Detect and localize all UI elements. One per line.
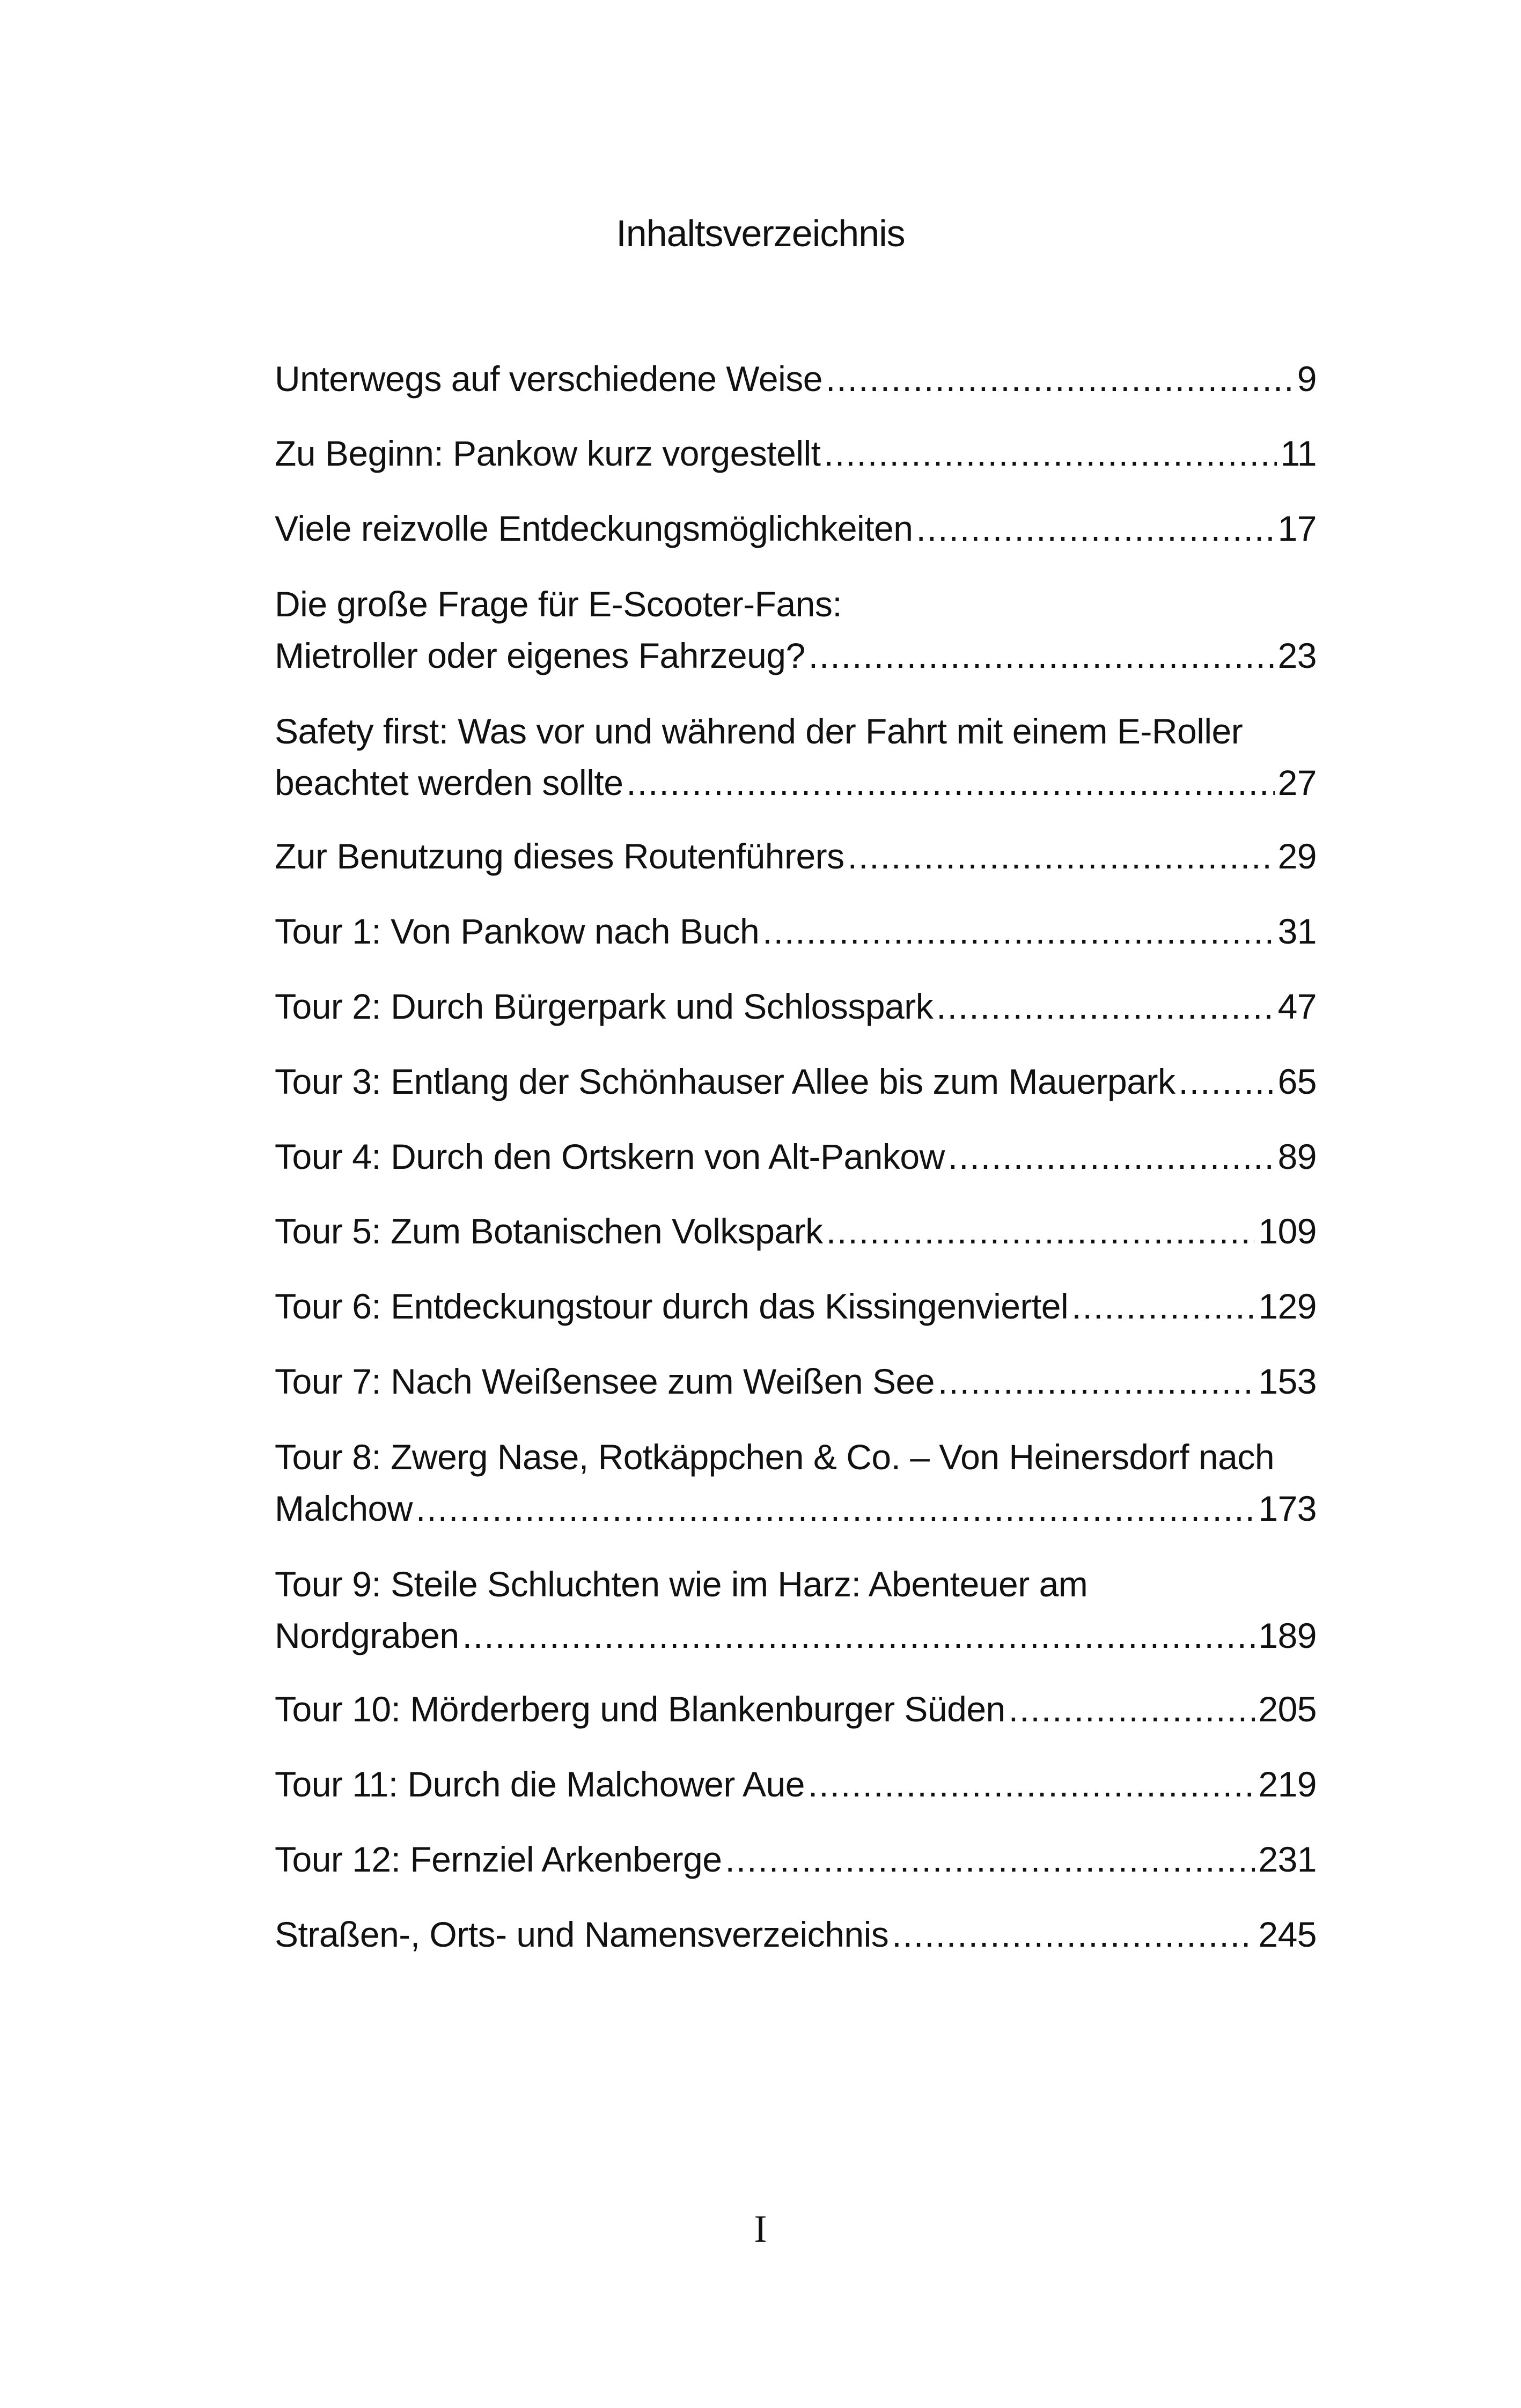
toc-entry-title-line-1: Die große Frage für E-Scooter-Fans: xyxy=(275,584,842,624)
page-title: Inhaltsverzeichnis xyxy=(616,212,905,254)
toc-entry-title: Tour 7: Nach Weißensee zum Weißen See xyxy=(275,1361,935,1401)
toc-entry-title-line-1: Safety first: Was vor und während der Fahrt mit einem E-Roller xyxy=(275,711,1243,751)
dot-leader xyxy=(936,981,1274,1032)
dot-leader xyxy=(416,1483,1255,1534)
toc-entry-title: Tour 2: Durch Bürgerpark und Schlosspark xyxy=(275,986,934,1026)
dot-leader xyxy=(948,1131,1275,1182)
toc-page-number: 29 xyxy=(1277,836,1317,876)
toc-entry-title: Tour 6: Entdeckungstour durch das Kissingenviertel xyxy=(275,1286,1069,1326)
dot-leader xyxy=(1009,1683,1255,1735)
dot-leader xyxy=(1178,1056,1274,1107)
toc-entry[interactable] xyxy=(275,1833,1317,1885)
toc-entry-title: Tour 12: Fernziel Arkenberge xyxy=(275,1839,722,1879)
toc-entry[interactable] xyxy=(275,705,1317,808)
toc-entry[interactable] xyxy=(275,1356,1317,1407)
dot-leader xyxy=(826,1205,1255,1257)
dot-leader xyxy=(808,1758,1255,1810)
toc-page-number: 219 xyxy=(1258,1764,1317,1804)
toc-entry[interactable] xyxy=(275,353,1317,404)
toc-entry-title: Zu Beginn: Pankow kurz vorgestellt xyxy=(275,433,821,473)
dot-leader xyxy=(848,830,1275,882)
toc-entry-title: Nordgraben xyxy=(275,1616,459,1655)
toc-page-number: 245 xyxy=(1258,1914,1317,1954)
toc-entry[interactable] xyxy=(275,1558,1317,1661)
toc-page-number: 189 xyxy=(1258,1616,1317,1655)
dot-leader xyxy=(626,757,1274,808)
toc-entry[interactable] xyxy=(275,905,1317,957)
toc-entry[interactable] xyxy=(275,578,1317,681)
page-number: I xyxy=(754,2207,767,2250)
toc-entry-title: Tour 1: Von Pankow nach Buch xyxy=(275,911,760,951)
toc-entry[interactable] xyxy=(275,1280,1317,1332)
toc-entry-title: Mietroller oder eigenes Fahrzeug? xyxy=(275,636,805,675)
toc-entry[interactable] xyxy=(275,503,1317,554)
toc-entry-title: Tour 5: Zum Botanischen Volkspark xyxy=(275,1211,823,1251)
toc-entry[interactable] xyxy=(275,428,1317,479)
toc-page-number: 89 xyxy=(1277,1137,1317,1176)
toc-entry[interactable] xyxy=(275,1758,1317,1810)
toc-page-number: 65 xyxy=(1277,1062,1317,1101)
toc-entry-title: Tour 3: Entlang der Schönhauser Allee bis zum Mauerpark xyxy=(275,1062,1175,1101)
toc-entry-title: beachtet werden sollte xyxy=(275,763,623,802)
toc-entry-title: Straßen-, Orts- und Namensverzeichnis xyxy=(275,1914,889,1954)
toc-entry[interactable] xyxy=(275,1205,1317,1257)
toc-entry[interactable] xyxy=(275,1683,1317,1735)
dot-leader xyxy=(462,1610,1255,1661)
toc-page-number: 27 xyxy=(1277,763,1317,802)
toc-entry[interactable] xyxy=(275,1909,1317,1960)
toc-entry-title: Tour 11: Durch die Malchower Aue xyxy=(275,1764,805,1804)
toc-entry-title: Unterwegs auf verschiedene Weise xyxy=(275,359,822,399)
toc-page-number: 9 xyxy=(1297,359,1317,399)
dot-leader xyxy=(762,905,1274,957)
toc-entry-title: Malchow xyxy=(275,1489,413,1528)
toc-page-number: 17 xyxy=(1277,509,1317,548)
toc-page-number: 23 xyxy=(1277,636,1317,675)
dot-leader xyxy=(892,1909,1255,1960)
dot-leader xyxy=(824,428,1277,479)
toc-page-number: 153 xyxy=(1258,1361,1317,1401)
toc-page-number: 205 xyxy=(1258,1689,1317,1729)
toc-entry-title: Tour 4: Durch den Ortskern von Alt-Pankow xyxy=(275,1137,945,1176)
toc-page-number: 109 xyxy=(1258,1211,1317,1251)
toc-entry[interactable] xyxy=(275,830,1317,882)
toc-entry-title-line-1: Tour 9: Steile Schluchten wie im Harz: Abenteuer am xyxy=(275,1564,1088,1604)
dot-leader xyxy=(938,1356,1255,1407)
toc-entry-title: Zur Benutzung dieses Routenführers xyxy=(275,836,844,876)
toc-page-number: 31 xyxy=(1277,911,1317,951)
toc-page-number: 47 xyxy=(1277,986,1317,1026)
toc-page-number: 129 xyxy=(1258,1286,1317,1326)
toc-entry[interactable] xyxy=(275,1056,1317,1107)
toc-entry-title-line-1: Tour 8: Zwerg Nase, Rotkäppchen & Co. – Von Heinersdorf nach xyxy=(275,1437,1275,1477)
dot-leader xyxy=(826,353,1294,404)
toc-entry[interactable] xyxy=(275,981,1317,1032)
dot-leader xyxy=(1071,1280,1255,1332)
toc-entry[interactable] xyxy=(275,1131,1317,1182)
dot-leader xyxy=(809,630,1275,681)
dot-leader xyxy=(916,503,1274,554)
toc-page-number: 231 xyxy=(1258,1839,1317,1879)
toc-entry-title: Viele reizvolle Entdeckungsmöglichkeiten xyxy=(275,509,913,548)
toc-page-number: 173 xyxy=(1258,1489,1317,1528)
toc-page-number: 11 xyxy=(1280,433,1317,473)
toc-entry[interactable] xyxy=(275,1431,1317,1534)
toc-entry-title: Tour 10: Mörderberg und Blankenburger Süden xyxy=(275,1689,1005,1729)
dot-leader xyxy=(725,1833,1255,1885)
